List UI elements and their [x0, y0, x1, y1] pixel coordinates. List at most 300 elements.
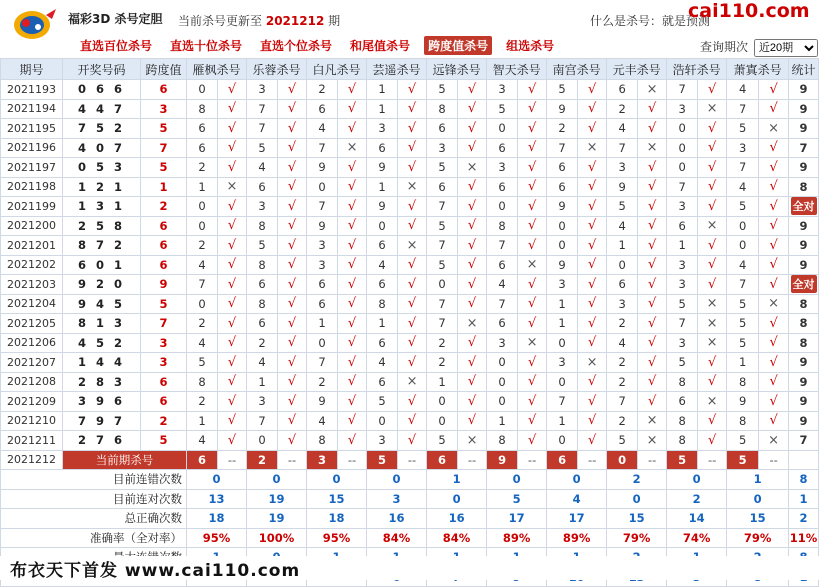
row-count-cell: 9 [789, 353, 819, 373]
correct-mark-icon: √ [578, 333, 607, 353]
correct-mark-icon: √ [338, 80, 367, 100]
period-cell: 2021204 [1, 294, 63, 314]
correct-mark-icon: √ [698, 197, 727, 217]
table-row [1, 236, 819, 256]
header-span: 跨度值 [141, 59, 187, 80]
correct-mark-icon: √ [698, 353, 727, 373]
pending-mark: -- [698, 450, 727, 470]
correct-mark-icon: √ [518, 197, 547, 217]
correct-mark-icon: √ [578, 197, 607, 217]
kill-number-cell: 0 [367, 411, 398, 431]
correct-mark-icon: √ [398, 80, 427, 100]
correct-mark-icon: √ [398, 431, 427, 451]
logo-icon [10, 3, 58, 43]
table-row [1, 255, 819, 275]
correct-mark-icon: √ [338, 333, 367, 353]
span-value-cell: 6 [141, 392, 187, 412]
kill-number-cell: 0 [547, 372, 578, 392]
correct-mark-icon: √ [759, 353, 789, 373]
kill-number-cell: 8 [667, 372, 698, 392]
tab-4[interactable]: 跨度值杀号 [424, 36, 492, 55]
span-value-cell: 7 [141, 314, 187, 334]
tab-5[interactable]: 组选杀号 [506, 39, 555, 53]
row-count-cell [789, 197, 819, 217]
correct-mark-icon: √ [458, 99, 487, 119]
wrong-mark-icon: × [698, 216, 727, 236]
correct-mark-icon: √ [398, 197, 427, 217]
period-cell: 2021198 [1, 177, 63, 197]
kill-number-cell: 1 [727, 353, 759, 373]
wrong-mark-icon: × [458, 314, 487, 334]
kill-number-cell: 3 [727, 138, 759, 158]
correct-mark-icon: √ [398, 119, 427, 139]
period-cell: 2021207 [1, 353, 63, 373]
correct-mark-icon: √ [638, 275, 667, 295]
wrong-mark-icon: × [458, 158, 487, 178]
correct-mark-icon: √ [759, 99, 789, 119]
correct-mark-icon: √ [458, 119, 487, 139]
kill-number-cell: 4 [247, 353, 278, 373]
correct-mark-icon: √ [518, 353, 547, 373]
kill-number-cell: 7 [247, 411, 278, 431]
stats-value: 95% [187, 528, 247, 548]
period-cell: 2021196 [1, 138, 63, 158]
kill-number-cell: 1 [487, 411, 518, 431]
correct-mark-icon: √ [518, 431, 547, 451]
correct-mark-icon: √ [458, 372, 487, 392]
correct-mark-icon: √ [398, 158, 427, 178]
current-kill-value: 5 [367, 450, 398, 470]
correct-mark-icon: √ [398, 255, 427, 275]
correct-mark-icon: √ [698, 158, 727, 178]
kill-number-cell: 1 [187, 177, 218, 197]
kill-number-cell: 0 [247, 431, 278, 451]
correct-mark-icon: √ [638, 294, 667, 314]
period-cell: 2021210 [1, 411, 63, 431]
correct-mark-icon: √ [278, 197, 307, 217]
kill-number-table [0, 58, 819, 587]
correct-mark-icon: √ [278, 158, 307, 178]
correct-mark-icon: √ [698, 236, 727, 256]
stats-label: 准确率（全对率） [1, 528, 187, 548]
kill-number-cell: 5 [727, 333, 759, 353]
span-value-cell: 5 [141, 119, 187, 139]
stats-value: 79% [727, 528, 789, 548]
draw-number-cell: 0 6 6 [63, 80, 141, 100]
correct-mark-icon: √ [759, 255, 789, 275]
kill-number-cell: 8 [487, 216, 518, 236]
kill-number-cell: 0 [427, 392, 458, 412]
draw-number-cell: 0 5 3 [63, 158, 141, 178]
correct-mark-icon: √ [759, 197, 789, 217]
correct-mark-icon: √ [518, 216, 547, 236]
draw-number-cell: 1 2 1 [63, 177, 141, 197]
correct-mark-icon: √ [398, 216, 427, 236]
kill-number-cell: 4 [367, 353, 398, 373]
correct-mark-icon: √ [518, 294, 547, 314]
kill-number-cell: 5 [727, 431, 759, 451]
kill-number-cell: 3 [667, 333, 698, 353]
kill-number-cell: 8 [247, 216, 278, 236]
stats-value: 5 [487, 489, 547, 509]
row-count-cell: 8 [789, 333, 819, 353]
current-kill-value: 5 [667, 450, 698, 470]
row-count-cell: 9 [789, 216, 819, 236]
kill-number-cell: 3 [667, 197, 698, 217]
kill-number-cell: 8 [667, 431, 698, 451]
tab-2[interactable]: 直选个位杀号 [260, 39, 333, 53]
stats-value: 3 [367, 489, 427, 509]
row-count-cell: 9 [789, 99, 819, 119]
table-row [1, 431, 819, 451]
stats-row [1, 489, 819, 509]
header-expert: 元丰杀号 [607, 59, 667, 80]
correct-mark-icon: √ [759, 216, 789, 236]
table-row [1, 177, 819, 197]
correct-mark-icon: √ [278, 177, 307, 197]
tab-0[interactable]: 直选百位杀号 [80, 39, 153, 53]
stats-label: 目前连错次数 [1, 470, 187, 490]
correct-mark-icon: √ [638, 314, 667, 334]
correct-mark-icon: √ [698, 431, 727, 451]
kill-number-cell: 6 [367, 236, 398, 256]
kill-number-cell: 0 [667, 158, 698, 178]
wrong-mark-icon: × [518, 333, 547, 353]
correct-mark-icon: √ [759, 392, 789, 412]
kill-number-cell: 7 [547, 138, 578, 158]
correct-mark-icon: √ [759, 158, 789, 178]
kill-number-cell: 0 [547, 236, 578, 256]
wrong-mark-icon: × [218, 177, 247, 197]
stats-value: 0 [307, 470, 367, 490]
kill-number-cell: 1 [367, 177, 398, 197]
wrong-mark-icon: × [518, 255, 547, 275]
kill-number-cell: 4 [307, 411, 338, 431]
correct-mark-icon: √ [218, 333, 247, 353]
kill-number-cell: 2 [607, 411, 638, 431]
header-expert: 雁枫杀号 [187, 59, 247, 80]
pending-mark: -- [638, 450, 667, 470]
stats-value: 1 [427, 470, 487, 490]
kill-number-cell: 2 [547, 119, 578, 139]
stats-row [1, 528, 819, 548]
correct-mark-icon: √ [458, 80, 487, 100]
correct-mark-icon: √ [278, 314, 307, 334]
kill-number-cell: 1 [367, 80, 398, 100]
stats-value: 0 [667, 470, 727, 490]
kill-number-cell: 2 [607, 99, 638, 119]
correct-mark-icon: √ [218, 99, 247, 119]
draw-number-cell: 1 3 1 [63, 197, 141, 217]
correct-mark-icon: √ [458, 216, 487, 236]
correct-mark-icon: √ [278, 333, 307, 353]
period-cell: 2021205 [1, 314, 63, 334]
correct-mark-icon: √ [398, 411, 427, 431]
period-cell: 2021202 [1, 255, 63, 275]
correct-mark-icon: √ [578, 99, 607, 119]
kill-number-cell: 8 [367, 294, 398, 314]
stats-value: 18 [307, 509, 367, 529]
current-kill-value: 5 [727, 450, 759, 470]
tab-3[interactable]: 和尾值杀号 [350, 39, 411, 53]
kill-number-cell: 5 [427, 80, 458, 100]
stats-total: 2 [789, 509, 819, 529]
draw-number-cell: 9 2 0 [63, 275, 141, 295]
correct-mark-icon: √ [638, 236, 667, 256]
current-kill-value: 6 [187, 450, 218, 470]
correct-mark-icon: √ [458, 411, 487, 431]
span-value-cell: 6 [141, 216, 187, 236]
period-select[interactable] [754, 39, 818, 57]
correct-mark-icon: √ [518, 119, 547, 139]
kill-number-cell: 2 [247, 333, 278, 353]
correct-mark-icon: √ [518, 372, 547, 392]
span-value-cell: 7 [141, 138, 187, 158]
row-count-cell: 9 [789, 80, 819, 100]
correct-mark-icon: √ [518, 138, 547, 158]
kill-number-cell: 7 [607, 392, 638, 412]
kill-number-cell: 0 [187, 294, 218, 314]
kill-number-cell: 5 [247, 138, 278, 158]
row-count-cell: 9 [789, 255, 819, 275]
correct-mark-icon: √ [338, 392, 367, 412]
kill-number-cell: 9 [547, 255, 578, 275]
kill-number-cell: 3 [427, 138, 458, 158]
correct-mark-icon: √ [578, 119, 607, 139]
correct-mark-icon: √ [518, 411, 547, 431]
header-expert: 南宫杀号 [547, 59, 607, 80]
correct-mark-icon: √ [338, 411, 367, 431]
wrong-mark-icon: × [398, 372, 427, 392]
correct-mark-icon: √ [578, 392, 607, 412]
kill-number-cell: 6 [667, 216, 698, 236]
correct-mark-icon: √ [518, 392, 547, 412]
kill-number-cell: 2 [607, 314, 638, 334]
correct-mark-icon: √ [458, 392, 487, 412]
wrong-mark-icon: × [338, 138, 367, 158]
draw-number-cell: 4 5 2 [63, 333, 141, 353]
correct-mark-icon: √ [578, 216, 607, 236]
current-period-cell: 2021212 [1, 450, 63, 470]
kill-number-cell: 2 [607, 353, 638, 373]
current-kill-value: 0 [607, 450, 638, 470]
kill-number-cell: 4 [487, 275, 518, 295]
kill-number-cell: 7 [727, 158, 759, 178]
correct-mark-icon: √ [578, 80, 607, 100]
draw-number-cell: 7 5 2 [63, 119, 141, 139]
correct-mark-icon: √ [398, 392, 427, 412]
kill-number-cell: 0 [427, 411, 458, 431]
correct-mark-icon: √ [759, 314, 789, 334]
stats-label: 目前连对次数 [1, 489, 187, 509]
stats-value: 74% [667, 528, 727, 548]
correct-mark-icon: √ [218, 197, 247, 217]
kill-number-cell: 0 [547, 333, 578, 353]
kill-number-cell: 9 [307, 158, 338, 178]
stats-total: 1 [789, 489, 819, 509]
kill-number-cell: 9 [727, 392, 759, 412]
wrong-mark-icon: × [458, 431, 487, 451]
correct-mark-icon: √ [278, 119, 307, 139]
correct-mark-icon: √ [338, 255, 367, 275]
kill-number-cell: 1 [247, 372, 278, 392]
kill-number-cell: 2 [607, 372, 638, 392]
stats-value: 2 [607, 470, 667, 490]
kill-number-cell: 6 [547, 158, 578, 178]
kill-number-cell: 7 [427, 294, 458, 314]
stats-value: 0 [487, 470, 547, 490]
kill-number-cell: 6 [367, 333, 398, 353]
kill-number-cell: 9 [367, 197, 398, 217]
kill-number-cell: 3 [487, 80, 518, 100]
stats-value: 0 [247, 470, 307, 490]
correct-mark-icon: √ [638, 392, 667, 412]
kill-number-cell: 0 [367, 216, 398, 236]
header-draw: 开奖号码 [63, 59, 141, 80]
kill-number-cell: 5 [427, 216, 458, 236]
kill-number-cell: 5 [247, 236, 278, 256]
wrong-mark-icon: × [578, 138, 607, 158]
header-expert: 浩轩杀号 [667, 59, 727, 80]
kill-number-cell: 0 [427, 275, 458, 295]
kill-number-cell: 2 [427, 353, 458, 373]
correct-mark-icon: √ [638, 99, 667, 119]
correct-mark-icon: √ [398, 333, 427, 353]
kill-number-cell: 6 [247, 275, 278, 295]
correct-mark-icon: √ [398, 314, 427, 334]
kill-number-cell: 7 [667, 314, 698, 334]
kill-number-cell: 6 [427, 119, 458, 139]
draw-number-cell: 3 9 6 [63, 392, 141, 412]
current-period-row [1, 450, 819, 470]
period-cell: 2021197 [1, 158, 63, 178]
footer-banner [0, 556, 819, 580]
correct-mark-icon: √ [698, 275, 727, 295]
current-kill-value: 6 [547, 450, 578, 470]
table-row [1, 411, 819, 431]
kill-number-cell: 9 [547, 197, 578, 217]
draw-number-cell: 7 9 7 [63, 411, 141, 431]
kill-number-cell: 9 [607, 177, 638, 197]
kill-number-cell: 6 [367, 372, 398, 392]
kill-number-cell: 2 [187, 392, 218, 412]
kill-number-cell: 1 [607, 236, 638, 256]
stats-value: 84% [427, 528, 487, 548]
span-value-cell: 5 [141, 158, 187, 178]
kill-number-cell: 7 [187, 275, 218, 295]
kill-number-cell: 1 [427, 372, 458, 392]
kill-number-cell: 3 [247, 80, 278, 100]
period-cell: 2021194 [1, 99, 63, 119]
correct-mark-icon: √ [278, 431, 307, 451]
wrong-mark-icon: × [578, 353, 607, 373]
kill-number-cell: 5 [607, 197, 638, 217]
draw-number-cell: 8 1 3 [63, 314, 141, 334]
kill-number-cell: 3 [667, 275, 698, 295]
table-row [1, 353, 819, 373]
span-value-cell: 2 [141, 197, 187, 217]
period-cell: 2021209 [1, 392, 63, 412]
correct-mark-icon: √ [578, 177, 607, 197]
kill-number-cell: 6 [547, 177, 578, 197]
table-header [1, 59, 819, 80]
update-info [178, 12, 340, 29]
kill-number-cell: 6 [367, 275, 398, 295]
kill-number-cell: 0 [307, 333, 338, 353]
correct-mark-icon: √ [278, 353, 307, 373]
correct-mark-icon: √ [278, 216, 307, 236]
kill-number-cell: 0 [607, 255, 638, 275]
kill-number-cell: 0 [727, 216, 759, 236]
header-period: 期号 [1, 59, 63, 80]
stats-value: 2 [667, 489, 727, 509]
tab-1[interactable]: 直选十位杀号 [170, 39, 243, 53]
correct-mark-icon: √ [218, 80, 247, 100]
correct-mark-icon: √ [338, 236, 367, 256]
wrong-mark-icon: × [638, 80, 667, 100]
correct-mark-icon: √ [278, 80, 307, 100]
correct-mark-icon: √ [759, 275, 789, 295]
table-row [1, 119, 819, 139]
stats-value: 15 [607, 509, 667, 529]
period-cell: 2021193 [1, 80, 63, 100]
pending-mark: -- [458, 450, 487, 470]
correct-mark-icon: √ [578, 158, 607, 178]
kill-number-cell: 2 [187, 236, 218, 256]
draw-number-cell: 2 7 6 [63, 431, 141, 451]
tab-bar [76, 36, 568, 56]
kill-number-cell: 6 [487, 177, 518, 197]
wrong-mark-icon: × [638, 411, 667, 431]
row-count-cell: 8 [789, 177, 819, 197]
row-count-cell: 9 [789, 372, 819, 392]
kill-number-cell: 8 [247, 255, 278, 275]
kill-number-cell: 5 [667, 353, 698, 373]
current-kill-value: 9 [487, 450, 518, 470]
kill-number-cell: 6 [367, 138, 398, 158]
draw-number-cell: 8 7 2 [63, 236, 141, 256]
stats-value: 95% [307, 528, 367, 548]
help-hint[interactable]: 什么是杀号：就是预测 [590, 14, 711, 28]
kill-number-cell: 5 [427, 431, 458, 451]
wrong-mark-icon: × [398, 236, 427, 256]
kill-number-cell: 7 [727, 275, 759, 295]
correct-mark-icon: √ [578, 275, 607, 295]
period-cell: 2021195 [1, 119, 63, 139]
correct-mark-icon: √ [218, 392, 247, 412]
correct-mark-icon: √ [398, 275, 427, 295]
kill-number-cell: 3 [547, 275, 578, 295]
correct-mark-icon: √ [338, 431, 367, 451]
kill-number-cell: 0 [487, 197, 518, 217]
all-correct-badge: 全对 [791, 275, 817, 293]
kill-number-cell: 3 [667, 99, 698, 119]
kill-number-cell: 5 [367, 392, 398, 412]
kill-number-cell: 9 [307, 392, 338, 412]
kill-number-cell: 8 [487, 431, 518, 451]
kill-number-cell: 0 [487, 353, 518, 373]
kill-number-cell: 7 [487, 294, 518, 314]
kill-number-cell: 0 [487, 392, 518, 412]
wrong-mark-icon: × [759, 119, 789, 139]
correct-mark-icon: √ [578, 372, 607, 392]
kill-number-cell: 7 [667, 177, 698, 197]
kill-number-cell: 1 [307, 314, 338, 334]
correct-mark-icon: √ [458, 177, 487, 197]
update-prefix: 当前杀号更新至 [178, 14, 263, 28]
kill-number-cell: 2 [307, 80, 338, 100]
correct-mark-icon: √ [698, 138, 727, 158]
